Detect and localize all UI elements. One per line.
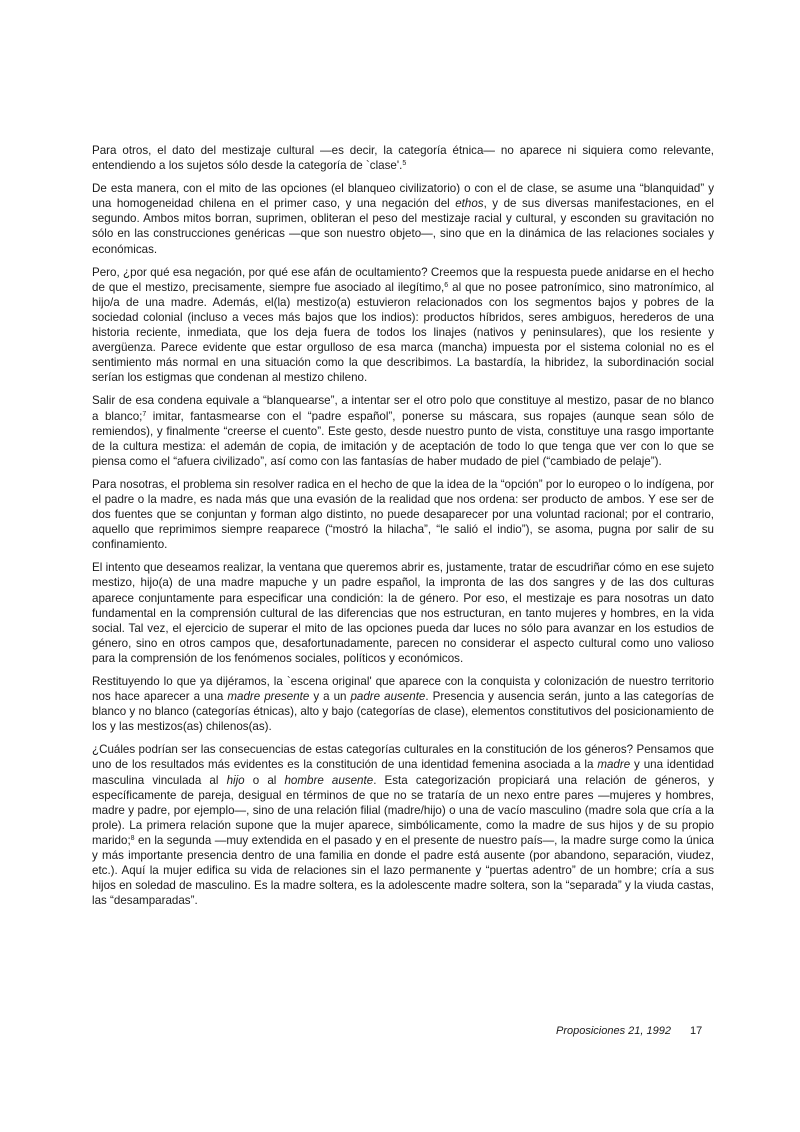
paragraph — [92, 181, 714, 256]
paragraph — [92, 393, 714, 468]
italic-text: madre — [597, 758, 631, 772]
italic-text: ethos — [455, 197, 484, 211]
footnote-ref: 7 — [142, 410, 147, 418]
text-run: Restituyendo lo que ya dijéramos, la `escena original' que aparece con la conquista y colonización de nuestro territorio nos hace aparecer a una — [92, 675, 714, 704]
italic-text: hombre ausente — [284, 773, 374, 787]
page-body — [92, 143, 714, 916]
footnote-ref: 5 — [402, 160, 407, 168]
text-run: en la segunda —muy extendida en el pasado y en el presente de nuestro país—, la madre surge como la única y más importante presencia dentro de una familia en donde el padre está ausente (por abandono, separación, viudez, etc.). Aquí la mujer edifica su vida de relaciones sin el lazo permanente y “puertas adentro” de un hombre; cría a sus hijos en soledad de masculino. Es la madre soltera, es la adolescente madre soltera, son la “separada” y la viuda castas, las “desamparadas”. — [92, 833, 714, 908]
text-run: Para otros, el dato del mestizaje cultural —es decir, la categoría étnica— no aparece ni siquiera como relevante, entendiendo a los sujetos sólo desde la categoría de `clase'. — [92, 144, 714, 173]
footnote-ref: 6 — [444, 281, 449, 289]
text-run: , y de sus diversas manifestaciones, en el segundo. Ambos mitos borran, suprimen, obliteran el peso del mestizaje racial y cultural, y esconden su gravitación no sólo en las construcciones genéricas —que son nuestro objeto—, sino que en la dinámica de las relaciones sociales y económicas. — [92, 197, 714, 256]
italic-text: hijo — [226, 773, 245, 787]
paragraph — [92, 560, 714, 666]
page-number: 17 — [690, 1025, 703, 1037]
text-run: imitar, fantasmearse con el “padre español”, ponerse su máscara, sus ropajes (aunque sean sólo de remiendos), y finalmente “creerse el cuento”. Este gesto, desde nuestro punto de vista, constituye una rasgo importante de la cultura mestiza: el ademán de copia, de imitación y de aceptación de todo lo que tenga que ver con lo que se piensa como el “afuera civilizado”, así como con las fantasías de haber mudado de piel (“cambiado de pelaje”). — [92, 409, 715, 468]
paragraph — [92, 265, 714, 386]
text-run: ¿Cuáles podrían ser las consecuencias de estas categorías culturales en la constitución de los géneros? Pensamos que uno de los resultados más evidentes es la constitución de una identidad femenina asociada a la — [92, 743, 714, 772]
italic-text: madre presente — [227, 690, 310, 704]
text-run: o al — [244, 773, 285, 787]
text-run: Para nosotras, el problema sin resolver radica en el hecho de que la idea de la “opción” por lo europeo o lo indígena, por el padre o la madre, es nada más que una evasión de la realidad que nos ordena: ser producto de ambos. Y ese ser de dos fuentes que se conjuntan y forman algo distinto, no puede desaparecer por una voluntad racional; por el contrario, aquello que reprimimos siempre reaparece (“mostró la hilacha”, “le salió el indio”), se asoma, pugna por salir de su confinamiento. — [92, 477, 714, 552]
paragraph — [92, 674, 714, 734]
paragraph — [92, 742, 714, 908]
paragraph — [92, 477, 714, 552]
text-run: Salir de esa condena equivale a “blanquearse”, a intentar ser el otro polo que constituye al mestizo, pasar de no blanco a blanco; — [92, 394, 714, 423]
italic-text: padre ausente — [350, 690, 426, 704]
text-run: El intento que deseamos realizar, la ventana que queremos abrir es, justamente, tratar de escudriñar cómo en ese sujeto mestizo, hijo(a) de una madre mapuche y un padre español, la impronta de las dos sangres y de las dos culturas aparece conjuntamente para especificar una condición: la de género. Por eso, el mestizaje es para nosotras un dato fundamental en la comprensión cultural de las diferencias que nos estructuran, en tanto mujeres y hombres, en la vida social. Tal vez, el ejercicio de superar el mito de las opciones pueda dar luces no sólo para avanzar en los estudios de género, sino en otros campos que, desafortunadamente, parecen no considerar el aspecto cultural como uno valioso para la comprensión de los fenómenos sociales, políticos y económicos. — [92, 561, 714, 665]
text-run: De esta manera, con el mito de las opciones (el blanqueo civilizatorio) o con el de clase, se asume una “blanquidad” y una homogeneidad chilena en el primer caso, y una negación del — [92, 182, 714, 211]
text-run: . Presencia y ausencia serán, junto a las categorías de blanco y no blanco (categorías étnicas), alto y bajo (categorías de clase), elementos constitutivos del posicionamiento de los y las mestizos(as) chilenos(as). — [92, 690, 714, 734]
paragraph — [92, 143, 714, 173]
text-run: . Esta categorización propiciará una relación de géneros, y específicamente de pareja, desigual en términos de que no se trataría de un nexo entre pares —mujeres y hombres, madre y padre, por ejemplo—, sino de una relación filial (madre/hijo) o una de vacío masculino (madre sola que cría a la prole). La primera relación supone que la mujer aparece, simbólicamente, como la madre de sus hijos y de su propio marido; — [92, 773, 715, 847]
journal-citation: Proposiciones 21, 1992 — [556, 1025, 671, 1037]
text-run: al que no posee patronímico, sino matronímico, al hijo/a de una madre. Además, el(la) mestizo(a) estuvieron relacionados con los segmentos bajos y pobres de la sociedad colonial (incluso a veces más bajos que los indios): productos híbridos, seres ambiguos, herederos de una historia reciente, inmediata, que los deja fuera de todos los linajes (nativos y peninsulares), que los resiente y avergüenza. Parece evidente que estar orgulloso de esa marca (mancha) impuesta por el sistema colonial no es el sentimiento más normal en una situación como la que describimos. La bastardía, la hibridez, la subordinación social serían los estigmas que condenan al mestizo chileno. — [92, 280, 714, 385]
text-run: Pero, ¿por qué esa negación, por qué ese afán de ocultamiento? Creemos que la respuesta puede anidarse en el hecho de que el mestizo, precisamente, siempre fue asociado al ilegítimo, — [92, 265, 714, 294]
text-run: y una identidad masculina vinculada al — [92, 758, 714, 787]
footnote-ref: 8 — [130, 834, 135, 842]
text-run: y a un — [309, 690, 351, 704]
